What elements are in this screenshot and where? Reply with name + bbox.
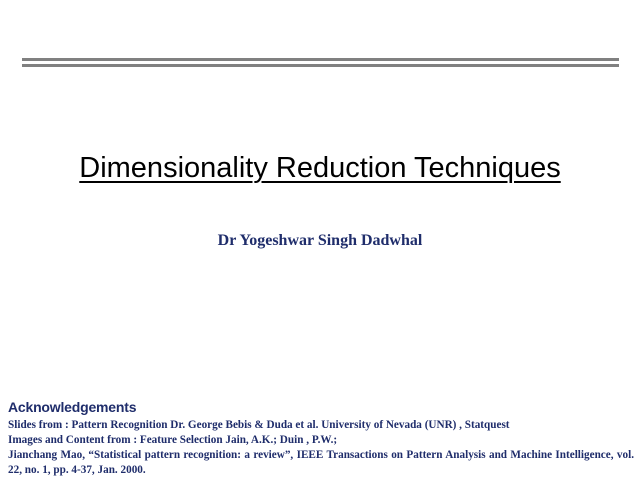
slide-author: Dr Yogeshwar Singh Dadwhal bbox=[217, 232, 423, 249]
slide-title: Dimensionality Reduction Techniques bbox=[79, 152, 561, 184]
acknowledgement-line: Slides from : Pattern Recognition Dr. George Bebis & Duda et al. University of Nevada (UNR) , Statquest bbox=[8, 419, 510, 431]
top-rule-line-2 bbox=[22, 64, 619, 67]
acknowledgements-heading: Acknowledgements bbox=[8, 399, 137, 415]
acknowledgements-section bbox=[8, 399, 634, 478]
acknowledgement-line: Jianchang Mao, “Statistical pattern recognition: a review”, IEEE Transactions on Pattern Analysis and Machine Intelligence, vol. 22, no. 1, pp. 4-37, Jan. 2000. bbox=[8, 449, 634, 476]
acknowledgement-line: Images and Content from : Feature Selection Jain, A.K.; Duin , P.W.; bbox=[8, 434, 338, 446]
top-rule-line-1 bbox=[22, 58, 619, 61]
